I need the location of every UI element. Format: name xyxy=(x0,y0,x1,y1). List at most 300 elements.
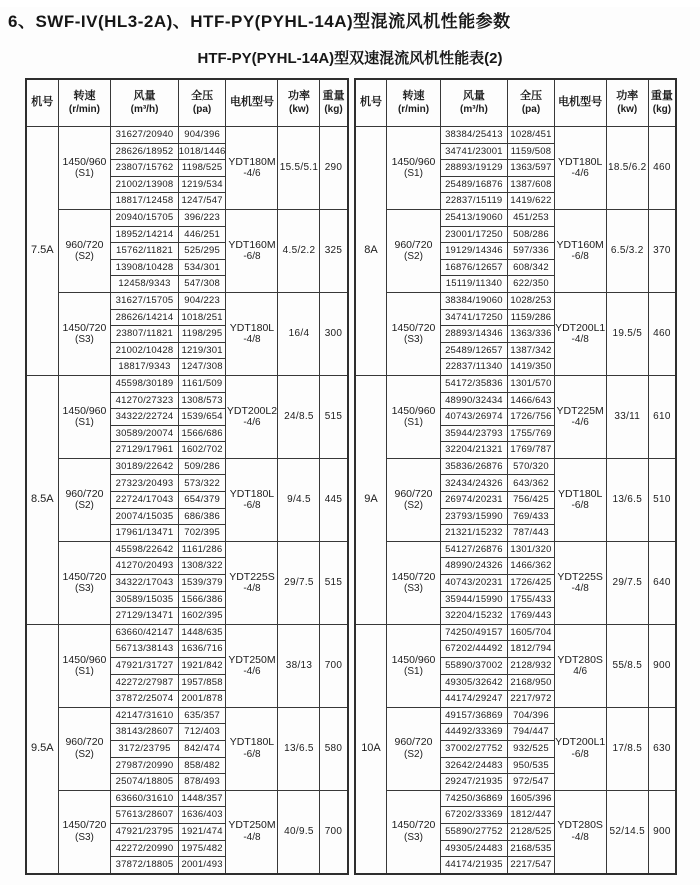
power-cell: 52/14.5 xyxy=(606,790,648,873)
airflow-cell: 44174/21935 xyxy=(440,857,508,874)
power-cell: 13/6.5 xyxy=(278,707,320,790)
col-header-unit: (kw) xyxy=(288,103,309,115)
performance-tables xyxy=(0,78,700,875)
power-cell: 29/7.5 xyxy=(606,541,648,624)
model-cell: 8A xyxy=(355,127,387,376)
data-row xyxy=(355,127,677,144)
airflow-cell: 34322/17043 xyxy=(111,575,178,592)
speed-cell: 1450/960 (S1) xyxy=(387,127,440,210)
pressure-cell: 1566/686 xyxy=(178,425,226,442)
pressure-cell: 508/286 xyxy=(508,226,554,243)
airflow-cell: 41270/27323 xyxy=(111,392,178,409)
pressure-cell: 635/357 xyxy=(178,707,226,724)
airflow-cell: 41270/20493 xyxy=(111,558,178,575)
col-header-unit: (m³/h) xyxy=(130,103,159,115)
pressure-cell: 704/396 xyxy=(508,707,554,724)
airflow-cell: 54172/35836 xyxy=(440,375,508,392)
airflow-cell: 22837/11340 xyxy=(440,359,508,376)
speed-cell: 960/720 (S2) xyxy=(387,707,440,790)
airflow-cell: 34741/17250 xyxy=(440,309,508,326)
airflow-cell: 48990/32434 xyxy=(440,392,508,409)
speed-cell: 1450/720 (S3) xyxy=(387,292,440,375)
col-header-unit: (pa) xyxy=(192,103,212,115)
motor-poles: -4/8 xyxy=(243,334,261,346)
power-cell: 38/13 xyxy=(278,624,320,707)
pressure-cell: 570/320 xyxy=(508,458,554,475)
airflow-cell: 19129/14346 xyxy=(440,243,508,260)
airflow-cell: 49305/32642 xyxy=(440,674,508,691)
airflow-cell: 44174/29247 xyxy=(440,691,508,708)
pressure-cell: 2001/493 xyxy=(178,857,226,874)
col-header-power xyxy=(278,79,320,127)
power-cell: 6.5/3.2 xyxy=(606,209,648,292)
col-header-unit: (r/min) xyxy=(397,103,430,115)
airflow-cell: 28893/14346 xyxy=(440,326,508,343)
weight-cell: 370 xyxy=(648,209,676,292)
pressure-cell: 878/493 xyxy=(178,774,226,791)
motor-cell: YDT160M -6/8 xyxy=(226,209,278,292)
airflow-cell: 37002/27752 xyxy=(440,740,508,757)
weight-cell: 460 xyxy=(648,127,676,210)
pressure-cell: 2168/535 xyxy=(508,840,554,857)
airflow-cell: 18817/9343 xyxy=(111,359,178,376)
speed-variant: (S3) xyxy=(75,832,94,844)
motor-cell: YDT200L1 -4/8 xyxy=(554,292,606,375)
speed-cell: 1450/720 (S3) xyxy=(387,541,440,624)
speed-cell: 1450/960 (S1) xyxy=(58,624,111,707)
airflow-cell: 32642/24483 xyxy=(440,757,508,774)
pressure-cell: 1566/386 xyxy=(178,591,226,608)
weight-cell: 580 xyxy=(320,707,348,790)
pressure-cell: 1466/643 xyxy=(508,392,554,409)
airflow-cell: 67202/44492 xyxy=(440,641,508,658)
col-header-pressure xyxy=(178,79,226,127)
airflow-cell: 56713/38143 xyxy=(111,641,178,658)
speed-cell: 1450/960 (S1) xyxy=(58,375,111,458)
motor-cell: YDT280S -4/8 xyxy=(554,790,606,873)
speed-cell: 1450/960 (S1) xyxy=(58,127,111,210)
speed-cell: 960/720 (S2) xyxy=(387,209,440,292)
airflow-cell: 25074/18805 xyxy=(111,774,178,791)
airflow-cell: 38143/28607 xyxy=(111,724,178,741)
header-row xyxy=(26,79,348,127)
pressure-cell: 702/395 xyxy=(178,525,226,542)
airflow-cell: 28893/19129 xyxy=(440,160,508,177)
col-header-label: 风量 xyxy=(462,89,485,102)
speed-cell: 960/720 (S2) xyxy=(387,458,440,541)
data-row xyxy=(26,707,348,724)
col-header-unit: (kg) xyxy=(324,103,343,115)
airflow-cell: 48990/24326 xyxy=(440,558,508,575)
airflow-cell: 37872/18805 xyxy=(111,857,178,874)
motor-cell: YDT180M -4/6 xyxy=(226,127,278,210)
pressure-cell: 1605/704 xyxy=(508,624,554,641)
weight-cell: 630 xyxy=(648,707,676,790)
pressure-cell: 858/482 xyxy=(178,757,226,774)
airflow-cell: 42147/31610 xyxy=(111,707,178,724)
motor-cell: YDT200L2 -4/6 xyxy=(226,375,278,458)
airflow-cell: 42272/27987 xyxy=(111,674,178,691)
pressure-cell: 1636/403 xyxy=(178,807,226,824)
speed-cell: 1450/720 (S3) xyxy=(58,790,111,873)
pressure-cell: 2217/547 xyxy=(508,857,554,874)
motor-poles: -4/6 xyxy=(243,666,261,678)
weight-cell: 900 xyxy=(648,790,676,873)
airflow-cell: 30589/15035 xyxy=(111,591,178,608)
motor-poles: -6/8 xyxy=(571,500,589,512)
motor-cell: YDT250M -4/6 xyxy=(226,624,278,707)
document-page xyxy=(0,7,700,885)
pressure-cell: 1247/547 xyxy=(178,193,226,210)
pressure-cell: 1219/301 xyxy=(178,342,226,359)
airflow-cell: 74250/49157 xyxy=(440,624,508,641)
col-header-unit: (kg) xyxy=(652,103,672,115)
motor-poles: -6/8 xyxy=(243,251,261,263)
pressure-cell: 1448/357 xyxy=(178,790,226,807)
airflow-cell: 37872/25074 xyxy=(111,691,178,708)
pressure-cell: 547/308 xyxy=(178,276,226,293)
pressure-cell: 654/379 xyxy=(178,492,226,509)
pressure-cell: 1755/433 xyxy=(508,591,554,608)
pressure-cell: 1466/362 xyxy=(508,558,554,575)
col-header-label: 机号 xyxy=(31,96,54,109)
weight-cell: 290 xyxy=(320,127,348,210)
model-cell: 8.5A xyxy=(26,375,58,624)
motor-poles: -6/8 xyxy=(571,749,589,761)
pressure-cell: 1636/716 xyxy=(178,641,226,658)
pressure-cell: 1308/322 xyxy=(178,558,226,575)
power-cell: 4.5/2.2 xyxy=(278,209,320,292)
col-header-label: 功率 xyxy=(287,89,310,102)
speed-variant: (S3) xyxy=(404,832,423,844)
col-header-unit: (kw) xyxy=(617,103,638,115)
motor-poles: -4/6 xyxy=(571,417,589,429)
data-row xyxy=(355,624,677,641)
pressure-cell: 712/403 xyxy=(178,724,226,741)
pressure-cell: 1247/308 xyxy=(178,359,226,376)
airflow-cell: 32204/15232 xyxy=(440,608,508,625)
weight-cell: 700 xyxy=(320,624,348,707)
motor-cell: YDT250M -4/8 xyxy=(226,790,278,873)
pressure-cell: 686/386 xyxy=(178,508,226,525)
pressure-cell: 842/474 xyxy=(178,740,226,757)
pressure-cell: 1726/756 xyxy=(508,409,554,426)
motor-poles: -4/8 xyxy=(571,583,589,595)
col-header-unit: (pa) xyxy=(521,103,541,115)
pressure-cell: 1812/447 xyxy=(508,807,554,824)
model-cell: 7.5A xyxy=(26,127,58,376)
speed-cell: 1450/720 (S3) xyxy=(58,292,111,375)
airflow-cell: 29247/21935 xyxy=(440,774,508,791)
pressure-cell: 2128/932 xyxy=(508,658,554,675)
pressure-cell: 1769/443 xyxy=(508,608,554,625)
pressure-cell: 1812/794 xyxy=(508,641,554,658)
weight-cell: 300 xyxy=(320,292,348,375)
airflow-cell: 22724/17043 xyxy=(111,492,178,509)
power-cell: 9/4.5 xyxy=(278,458,320,541)
speed-variant: (S1) xyxy=(404,168,423,180)
pressure-cell: 1921/474 xyxy=(178,823,226,840)
data-row xyxy=(26,458,348,475)
weight-cell: 460 xyxy=(648,292,676,375)
pressure-cell: 573/322 xyxy=(178,475,226,492)
motor-cell: YDT180L -6/8 xyxy=(226,707,278,790)
airflow-cell: 35836/26876 xyxy=(440,458,508,475)
speed-cell: 1450/720 (S3) xyxy=(387,790,440,873)
airflow-cell: 13908/10428 xyxy=(111,259,178,276)
data-row xyxy=(26,209,348,226)
airflow-cell: 27129/17961 xyxy=(111,442,178,459)
airflow-cell: 45598/30189 xyxy=(111,375,178,392)
pressure-cell: 1726/425 xyxy=(508,575,554,592)
speed-variant: (S1) xyxy=(75,417,94,429)
col-header-model xyxy=(355,79,387,127)
motor-poles: 4/6 xyxy=(573,666,588,678)
col-header-airflow xyxy=(440,79,508,127)
speed-variant: (S1) xyxy=(404,417,423,429)
weight-cell: 515 xyxy=(320,375,348,458)
col-header-weight xyxy=(648,79,676,127)
motor-cell: YDT180L -6/8 xyxy=(226,458,278,541)
header-row xyxy=(355,79,677,127)
motor-poles: -4/6 xyxy=(571,168,589,180)
airflow-cell: 38384/19060 xyxy=(440,292,508,309)
airflow-cell: 18952/14214 xyxy=(111,226,178,243)
airflow-cell: 44492/33369 xyxy=(440,724,508,741)
speed-variant: (S1) xyxy=(75,168,94,180)
weight-cell: 510 xyxy=(648,458,676,541)
pressure-cell: 1018/251 xyxy=(178,309,226,326)
motor-poles: -4/6 xyxy=(243,168,261,180)
power-cell: 16/4 xyxy=(278,292,320,375)
airflow-cell: 38384/25413 xyxy=(440,127,508,144)
pressure-cell: 932/525 xyxy=(508,740,554,757)
speed-cell: 960/720 (S2) xyxy=(58,209,111,292)
airflow-cell: 28626/18952 xyxy=(111,143,178,160)
data-row xyxy=(26,292,348,309)
weight-cell: 325 xyxy=(320,209,348,292)
page-title: 6、SWF-IV(HL3-2A)、HTF-PY(PYHL-14A)型混流风机性能参数 xyxy=(8,12,511,31)
pressure-cell: 1419/622 xyxy=(508,193,554,210)
col-header-speed xyxy=(58,79,111,127)
power-cell: 29/7.5 xyxy=(278,541,320,624)
airflow-cell: 18817/12458 xyxy=(111,193,178,210)
airflow-cell: 20940/15705 xyxy=(111,209,178,226)
power-cell: 13/6.5 xyxy=(606,458,648,541)
airflow-cell: 49305/24483 xyxy=(440,840,508,857)
airflow-cell: 42272/20990 xyxy=(111,840,178,857)
col-header-label: 电机型号 xyxy=(229,96,274,109)
pressure-cell: 509/286 xyxy=(178,458,226,475)
speed-variant: (S2) xyxy=(75,251,94,263)
motor-cell: YDT180L -6/8 xyxy=(554,458,606,541)
pressure-cell: 1387/342 xyxy=(508,342,554,359)
motor-poles: -6/8 xyxy=(571,251,589,263)
col-header-label: 电机型号 xyxy=(558,96,603,109)
pressure-cell: 2168/950 xyxy=(508,674,554,691)
airflow-cell: 31627/20940 xyxy=(111,127,178,144)
airflow-cell: 15762/11821 xyxy=(111,243,178,260)
weight-cell: 515 xyxy=(320,541,348,624)
pressure-cell: 972/547 xyxy=(508,774,554,791)
pressure-cell: 904/396 xyxy=(178,127,226,144)
speed-variant: (S1) xyxy=(75,666,94,678)
speed-variant: (S2) xyxy=(404,749,423,761)
airflow-cell: 31627/15705 xyxy=(111,292,178,309)
model-cell: 10A xyxy=(355,624,387,873)
airflow-cell: 28626/14214 xyxy=(111,309,178,326)
airflow-cell: 34741/23001 xyxy=(440,143,508,160)
speed-variant: (S1) xyxy=(404,666,423,678)
pressure-cell: 1028/253 xyxy=(508,292,554,309)
motor-cell: YDT225S -4/8 xyxy=(226,541,278,624)
motor-cell: YDT200L1 -6/8 xyxy=(554,707,606,790)
weight-cell: 610 xyxy=(648,375,676,458)
col-header-label: 功率 xyxy=(616,89,639,102)
pressure-cell: 1387/608 xyxy=(508,176,554,193)
airflow-cell: 32434/24326 xyxy=(440,475,508,492)
airflow-cell: 23807/11821 xyxy=(111,326,178,343)
airflow-cell: 23807/15762 xyxy=(111,160,178,177)
performance-table-right xyxy=(354,78,678,875)
table-subtitle: HTF-PY(PYHL-14A)型双速混流风机性能表(2) xyxy=(197,50,503,67)
data-row xyxy=(26,127,348,144)
speed-variant: (S3) xyxy=(404,334,423,346)
airflow-cell: 54127/26876 xyxy=(440,541,508,558)
motor-poles: -4/6 xyxy=(243,417,261,429)
pressure-cell: 1159/286 xyxy=(508,309,554,326)
pressure-cell: 534/301 xyxy=(178,259,226,276)
model-cell: 9A xyxy=(355,375,387,624)
motor-poles: -4/8 xyxy=(243,832,261,844)
airflow-cell: 27323/20493 xyxy=(111,475,178,492)
airflow-cell: 21002/10428 xyxy=(111,342,178,359)
airflow-cell: 47921/23795 xyxy=(111,823,178,840)
pressure-cell: 1602/702 xyxy=(178,442,226,459)
speed-variant: (S2) xyxy=(75,749,94,761)
col-header-unit: (m³/h) xyxy=(460,103,488,115)
col-header-weight xyxy=(320,79,348,127)
airflow-cell: 47921/31727 xyxy=(111,658,178,675)
power-cell: 55/8.5 xyxy=(606,624,648,707)
weight-cell: 445 xyxy=(320,458,348,541)
airflow-cell: 25489/16876 xyxy=(440,176,508,193)
data-row xyxy=(355,707,677,724)
airflow-cell: 35944/23793 xyxy=(440,425,508,442)
data-row xyxy=(26,790,348,807)
speed-variant: (S3) xyxy=(404,583,423,595)
airflow-cell: 67202/33369 xyxy=(440,807,508,824)
motor-cell: YDT160M -6/8 xyxy=(554,209,606,292)
weight-cell: 700 xyxy=(320,790,348,873)
col-header-label: 重量 xyxy=(322,89,345,102)
pressure-cell: 1028/451 xyxy=(508,127,554,144)
pressure-cell: 1159/508 xyxy=(508,143,554,160)
pressure-cell: 1419/350 xyxy=(508,359,554,376)
pressure-cell: 950/535 xyxy=(508,757,554,774)
power-cell: 33/11 xyxy=(606,375,648,458)
motor-poles: -4/8 xyxy=(571,832,589,844)
airflow-cell: 63660/42147 xyxy=(111,624,178,641)
power-cell: 15.5/5.1 xyxy=(278,127,320,210)
power-cell: 19.5/5 xyxy=(606,292,648,375)
model-cell: 9.5A xyxy=(26,624,58,873)
pressure-cell: 622/350 xyxy=(508,276,554,293)
motor-cell: YDT225S -4/8 xyxy=(554,541,606,624)
motor-cell: YDT225M -4/6 xyxy=(554,375,606,458)
pressure-cell: 1301/320 xyxy=(508,541,554,558)
motor-cell: YDT180L -4/6 xyxy=(554,127,606,210)
airflow-cell: 20074/15035 xyxy=(111,508,178,525)
pressure-cell: 1363/336 xyxy=(508,326,554,343)
col-header-label: 转速 xyxy=(73,89,96,102)
airflow-cell: 17961/13471 xyxy=(111,525,178,542)
airflow-cell: 3172/23795 xyxy=(111,740,178,757)
speed-cell: 1450/720 (S3) xyxy=(58,541,111,624)
pressure-cell: 597/336 xyxy=(508,243,554,260)
col-header-label: 全压 xyxy=(191,89,214,102)
airflow-cell: 21002/13908 xyxy=(111,176,178,193)
data-row xyxy=(355,790,677,807)
airflow-cell: 57613/28607 xyxy=(111,807,178,824)
data-row xyxy=(355,458,677,475)
airflow-cell: 27129/13471 xyxy=(111,608,178,625)
col-header-pressure xyxy=(508,79,554,127)
pressure-cell: 1198/295 xyxy=(178,326,226,343)
airflow-cell: 32204/21321 xyxy=(440,442,508,459)
speed-cell: 1450/960 (S1) xyxy=(387,624,440,707)
airflow-cell: 30589/20074 xyxy=(111,425,178,442)
pressure-cell: 756/425 xyxy=(508,492,554,509)
airflow-cell: 12458/9343 xyxy=(111,276,178,293)
pressure-cell: 1539/654 xyxy=(178,409,226,426)
weight-cell: 640 xyxy=(648,541,676,624)
pressure-cell: 1301/570 xyxy=(508,375,554,392)
speed-cell: 960/720 (S2) xyxy=(58,458,111,541)
pressure-cell: 1769/787 xyxy=(508,442,554,459)
motor-cell: YDT280S 4/6 xyxy=(554,624,606,707)
col-header-label: 风量 xyxy=(133,89,156,102)
col-header-airflow xyxy=(111,79,178,127)
pressure-cell: 643/362 xyxy=(508,475,554,492)
airflow-cell: 74250/36869 xyxy=(440,790,508,807)
speed-variant: (S2) xyxy=(404,251,423,263)
speed-variant: (S3) xyxy=(75,583,94,595)
weight-cell: 900 xyxy=(648,624,676,707)
airflow-cell: 55890/37002 xyxy=(440,658,508,675)
airflow-cell: 40743/26974 xyxy=(440,409,508,426)
pressure-cell: 787/443 xyxy=(508,525,554,542)
pressure-cell: 2217/972 xyxy=(508,691,554,708)
pressure-cell: 451/253 xyxy=(508,209,554,226)
speed-variant: (S2) xyxy=(75,500,94,512)
power-cell: 40/9.5 xyxy=(278,790,320,873)
airflow-cell: 34322/22724 xyxy=(111,409,178,426)
data-row xyxy=(355,292,677,309)
airflow-cell: 27987/20990 xyxy=(111,757,178,774)
col-header-power xyxy=(606,79,648,127)
col-header-label: 转速 xyxy=(402,89,425,102)
pressure-cell: 1975/482 xyxy=(178,840,226,857)
airflow-cell: 63660/31610 xyxy=(111,790,178,807)
pressure-cell: 1161/286 xyxy=(178,541,226,558)
pressure-cell: 1921/842 xyxy=(178,658,226,675)
col-header-motor xyxy=(226,79,278,127)
airflow-cell: 35944/15990 xyxy=(440,591,508,608)
power-cell: 17/8.5 xyxy=(606,707,648,790)
data-row xyxy=(26,375,348,392)
pressure-cell: 794/447 xyxy=(508,724,554,741)
